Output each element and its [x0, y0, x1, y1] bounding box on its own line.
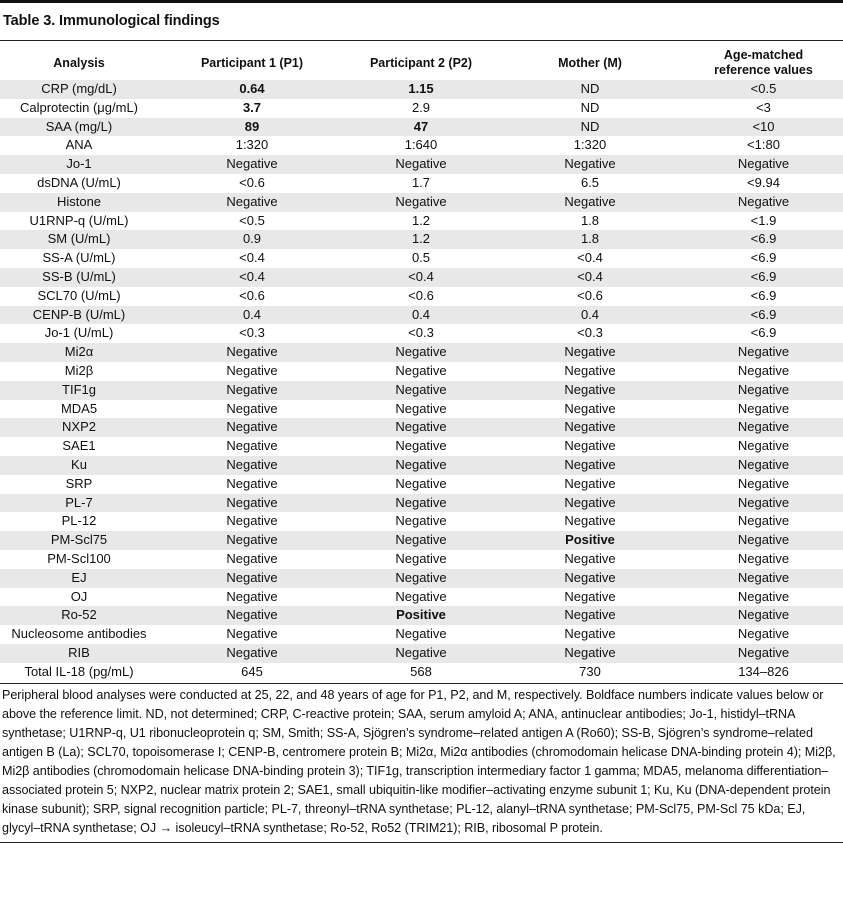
cell-reference: Negative — [684, 381, 843, 400]
cell-mother: Negative — [496, 193, 684, 212]
table-row — [0, 531, 843, 550]
cell-participant-2: 0.4 — [346, 306, 496, 325]
cell-reference: Negative — [684, 155, 843, 174]
cell-reference: <6.9 — [684, 287, 843, 306]
table-bottom-rule — [0, 683, 843, 684]
cell-analysis: SS-A (U/mL) — [0, 249, 158, 268]
cell-participant-2: Negative — [346, 644, 496, 663]
table-row — [0, 155, 843, 174]
cell-reference: Negative — [684, 531, 843, 550]
cell-mother: Negative — [496, 606, 684, 625]
cell-analysis: SAE1 — [0, 437, 158, 456]
cell-participant-1: Negative — [158, 475, 346, 494]
header-mother: Mother (M) — [558, 55, 622, 70]
cell-analysis: SAA (mg/L) — [0, 118, 158, 137]
cell-participant-1: 1:320 — [158, 136, 346, 155]
table-row — [0, 644, 843, 663]
cell-participant-2: Negative — [346, 400, 496, 419]
cell-reference: Negative — [684, 362, 843, 381]
table-row — [0, 343, 843, 362]
cell-reference: Negative — [684, 456, 843, 475]
cell-participant-2: 2.9 — [346, 99, 496, 118]
cell-analysis: MDA5 — [0, 400, 158, 419]
cell-analysis: Mi2α — [0, 343, 158, 362]
cell-reference: Negative — [684, 475, 843, 494]
cell-participant-2: Negative — [346, 381, 496, 400]
cell-participant-1: 0.64 — [158, 80, 346, 99]
cell-mother: Negative — [496, 475, 684, 494]
cell-analysis: PL-12 — [0, 512, 158, 531]
table-row — [0, 174, 843, 193]
table-row — [0, 306, 843, 325]
cell-reference: Negative — [684, 625, 843, 644]
cell-participant-2: 47 — [346, 118, 496, 137]
cell-analysis: SS-B (U/mL) — [0, 268, 158, 287]
cell-analysis: Jo-1 — [0, 155, 158, 174]
cell-participant-2: Negative — [346, 193, 496, 212]
cell-mother: Negative — [496, 381, 684, 400]
cell-participant-2: Negative — [346, 588, 496, 607]
cell-analysis: PL-7 — [0, 494, 158, 513]
footer-rule — [0, 842, 843, 843]
cell-analysis: CRP (mg/dL) — [0, 80, 158, 99]
cell-reference: Negative — [684, 512, 843, 531]
cell-participant-2: 1.15 — [346, 80, 496, 99]
cell-participant-2: Negative — [346, 437, 496, 456]
cell-participant-1: Negative — [158, 606, 346, 625]
cell-reference: Negative — [684, 569, 843, 588]
table-row — [0, 99, 843, 118]
table-row — [0, 456, 843, 475]
cell-reference: <3 — [684, 99, 843, 118]
cell-mother: Negative — [496, 343, 684, 362]
cell-participant-1: <0.5 — [158, 212, 346, 231]
cell-analysis: EJ — [0, 569, 158, 588]
cell-participant-1: Negative — [158, 437, 346, 456]
table-row — [0, 437, 843, 456]
table-footnote: Peripheral blood analyses were conducted at 25, 22, and 48 years of age for P1, P2, and M, respectively. Boldface numbers indicate values below or above the reference limit. ND, not determined; CRP, C-reactive protein; SAA, serum amyloid A; ANA, antinuclear antibodies; Jo-1, histidyl–tRNA synthetase; U1RNP-q, U1 ribonucleoprotein q; SM, Smith; SS-A, Sjögren’s syndrome–related antigen A (Ro60); SS-B, Sjögren’s syndrome–related antigen B (La); SCL70, topoisomerase I; CENP-B, centromere protein B; Mi2α, Mi2α antibodies (chromodomain helicase DNA-binding protein 4); Mi2β, Mi2β antibodies (chromodomain helicase DNA-binding protein 3); TIF1g, transcription intermediary factor 1 gamma; MDA5, melanoma differentiation–associated protein 5; NXP2, nuclear matrix protein 2; SAE1, small ubiquitin-like modifier–activating enzyme subunit 1; Ku, Ku (DNA-dependent protein kinase subunit); SRP, signal recognition particle; PL-7, threonyl–tRNA synthetase; PL-12, alanyl–tRNA synthetase; PM-Scl75, PM-Scl 75 kDa; EJ, glycyl–tRNA synthetase; OJ → isoleucyl–tRNA synthetase; Ro-52, Ro52 (TRIM21); RIB, ribosomal P protein. — [2, 688, 836, 835]
cell-mother: Negative — [496, 155, 684, 174]
cell-participant-2: 1.7 — [346, 174, 496, 193]
cell-analysis: RIB — [0, 644, 158, 663]
cell-reference: Negative — [684, 588, 843, 607]
cell-participant-2: Negative — [346, 550, 496, 569]
cell-participant-1: 645 — [158, 663, 346, 682]
header-analysis: Analysis — [53, 55, 105, 70]
cell-participant-1: Negative — [158, 456, 346, 475]
cell-mother: 730 — [496, 663, 684, 682]
table-row — [0, 118, 843, 137]
cell-analysis: Jo-1 (U/mL) — [0, 324, 158, 343]
cell-analysis: SM (U/mL) — [0, 230, 158, 249]
cell-participant-1: 89 — [158, 118, 346, 137]
cell-mother: 0.4 — [496, 306, 684, 325]
top-rule — [0, 0, 843, 3]
cell-reference: Negative — [684, 400, 843, 419]
cell-reference: Negative — [684, 644, 843, 663]
cell-participant-2: Negative — [346, 456, 496, 475]
cell-analysis: Mi2β — [0, 362, 158, 381]
cell-participant-1: Negative — [158, 494, 346, 513]
cell-reference: Negative — [684, 193, 843, 212]
cell-mother: ND — [496, 118, 684, 137]
cell-participant-2: Negative — [346, 494, 496, 513]
table-row — [0, 193, 843, 212]
table-row — [0, 362, 843, 381]
cell-mother: Positive — [496, 531, 684, 550]
cell-mother: Negative — [496, 550, 684, 569]
cell-participant-2: 568 — [346, 663, 496, 682]
cell-mother: ND — [496, 99, 684, 118]
cell-reference: <6.9 — [684, 268, 843, 287]
cell-analysis: Ku — [0, 456, 158, 475]
cell-mother: Negative — [496, 644, 684, 663]
cell-participant-1: Negative — [158, 550, 346, 569]
cell-analysis: SRP — [0, 475, 158, 494]
cell-participant-1: Negative — [158, 531, 346, 550]
table-row — [0, 475, 843, 494]
cell-participant-2: Negative — [346, 418, 496, 437]
cell-analysis: OJ — [0, 588, 158, 607]
cell-participant-2: Negative — [346, 512, 496, 531]
cell-reference: <6.9 — [684, 230, 843, 249]
cell-analysis: U1RNP-q (U/mL) — [0, 212, 158, 231]
cell-reference: 134–826 — [684, 663, 843, 682]
cell-mother: Negative — [496, 569, 684, 588]
cell-analysis: dsDNA (U/mL) — [0, 174, 158, 193]
table-row — [0, 663, 843, 682]
table-row — [0, 212, 843, 231]
table-row — [0, 418, 843, 437]
header-reference-values: Age-matched reference values — [714, 48, 813, 77]
cell-mother: Negative — [496, 588, 684, 607]
cell-reference: <0.5 — [684, 80, 843, 99]
cell-mother: Negative — [496, 456, 684, 475]
cell-participant-2: 1.2 — [346, 212, 496, 231]
cell-participant-2: Negative — [346, 625, 496, 644]
cell-mother: ND — [496, 80, 684, 99]
cell-mother: <0.3 — [496, 324, 684, 343]
cell-analysis: Calprotectin (μg/mL) — [0, 99, 158, 118]
header-participant-1: Participant 1 (P1) — [200, 55, 304, 70]
cell-mother: <0.6 — [496, 287, 684, 306]
cell-analysis: PM-Scl100 — [0, 550, 158, 569]
cell-participant-2: Negative — [346, 155, 496, 174]
cell-participant-1: 3.7 — [158, 99, 346, 118]
cell-reference: Negative — [684, 550, 843, 569]
cell-participant-2: Negative — [346, 475, 496, 494]
cell-participant-2: Positive — [346, 606, 496, 625]
cell-participant-2: <0.4 — [346, 268, 496, 287]
cell-reference: Negative — [684, 606, 843, 625]
cell-mother: 1.8 — [496, 230, 684, 249]
cell-reference: Negative — [684, 494, 843, 513]
cell-mother: Negative — [496, 494, 684, 513]
table-row — [0, 381, 843, 400]
cell-participant-1: Negative — [158, 418, 346, 437]
cell-participant-1: Negative — [158, 400, 346, 419]
cell-participant-1: Negative — [158, 381, 346, 400]
cell-participant-1: Negative — [158, 644, 346, 663]
cell-reference: <6.9 — [684, 249, 843, 268]
cell-participant-1: Negative — [158, 569, 346, 588]
cell-mother: Negative — [496, 418, 684, 437]
cell-analysis: Histone — [0, 193, 158, 212]
cell-participant-1: Negative — [158, 343, 346, 362]
table-body — [0, 80, 843, 682]
header-participant-2: Participant 2 (P2) — [369, 55, 473, 70]
table-row — [0, 494, 843, 513]
cell-participant-1: Negative — [158, 588, 346, 607]
cell-reference: <1.9 — [684, 212, 843, 231]
table-row — [0, 512, 843, 531]
cell-participant-1: <0.4 — [158, 268, 346, 287]
cell-analysis: Total IL-18 (pg/mL) — [0, 663, 158, 682]
header-row — [0, 46, 843, 80]
cell-participant-1: Negative — [158, 193, 346, 212]
table-row — [0, 268, 843, 287]
cell-mother: Negative — [496, 400, 684, 419]
cell-participant-1: 0.4 — [158, 306, 346, 325]
cell-reference: Negative — [684, 437, 843, 456]
table-row — [0, 249, 843, 268]
cell-reference: <6.9 — [684, 324, 843, 343]
cell-participant-2: Negative — [346, 531, 496, 550]
cell-participant-1: Negative — [158, 512, 346, 531]
cell-mother: Negative — [496, 362, 684, 381]
cell-reference: Negative — [684, 343, 843, 362]
table-row — [0, 136, 843, 155]
cell-analysis: Ro-52 — [0, 606, 158, 625]
cell-reference: Negative — [684, 418, 843, 437]
cell-participant-2: 1:640 — [346, 136, 496, 155]
table-row — [0, 230, 843, 249]
cell-mother: Negative — [496, 437, 684, 456]
cell-participant-2: <0.6 — [346, 287, 496, 306]
cell-participant-2: Negative — [346, 362, 496, 381]
cell-participant-1: Negative — [158, 362, 346, 381]
cell-mother: 6.5 — [496, 174, 684, 193]
cell-mother: 1:320 — [496, 136, 684, 155]
immunological-findings-table — [0, 46, 843, 682]
cell-participant-2: Negative — [346, 343, 496, 362]
cell-participant-1: <0.3 — [158, 324, 346, 343]
cell-reference: <10 — [684, 118, 843, 137]
table-row — [0, 287, 843, 306]
cell-participant-1: Negative — [158, 155, 346, 174]
cell-participant-2: 1.2 — [346, 230, 496, 249]
cell-reference: <6.9 — [684, 306, 843, 325]
cell-analysis: TIF1g — [0, 381, 158, 400]
cell-analysis: PM-Scl75 — [0, 531, 158, 550]
cell-reference: <1:80 — [684, 136, 843, 155]
cell-mother: <0.4 — [496, 268, 684, 287]
cell-mother: Negative — [496, 512, 684, 531]
table-row — [0, 550, 843, 569]
cell-analysis: SCL70 (U/mL) — [0, 287, 158, 306]
cell-analysis: NXP2 — [0, 418, 158, 437]
cell-participant-1: <0.6 — [158, 174, 346, 193]
table-row — [0, 625, 843, 644]
cell-mother: 1.8 — [496, 212, 684, 231]
table-row — [0, 324, 843, 343]
cell-participant-2: Negative — [346, 569, 496, 588]
cell-participant-1: <0.4 — [158, 249, 346, 268]
cell-analysis: ANA — [0, 136, 158, 155]
cell-participant-1: <0.6 — [158, 287, 346, 306]
cell-reference: <9.94 — [684, 174, 843, 193]
cell-analysis: CENP-B (U/mL) — [0, 306, 158, 325]
table-row — [0, 588, 843, 607]
header-top-rule — [0, 40, 843, 41]
cell-participant-1: 0.9 — [158, 230, 346, 249]
cell-participant-2: <0.3 — [346, 324, 496, 343]
cell-participant-2: 0.5 — [346, 249, 496, 268]
cell-mother: Negative — [496, 625, 684, 644]
table-row — [0, 606, 843, 625]
table-title: Table 3. Immunological findings — [3, 13, 220, 29]
cell-mother: <0.4 — [496, 249, 684, 268]
cell-participant-1: Negative — [158, 625, 346, 644]
table-row — [0, 569, 843, 588]
table-row — [0, 80, 843, 99]
cell-analysis: Nucleosome antibodies — [0, 625, 158, 644]
table-row — [0, 400, 843, 419]
